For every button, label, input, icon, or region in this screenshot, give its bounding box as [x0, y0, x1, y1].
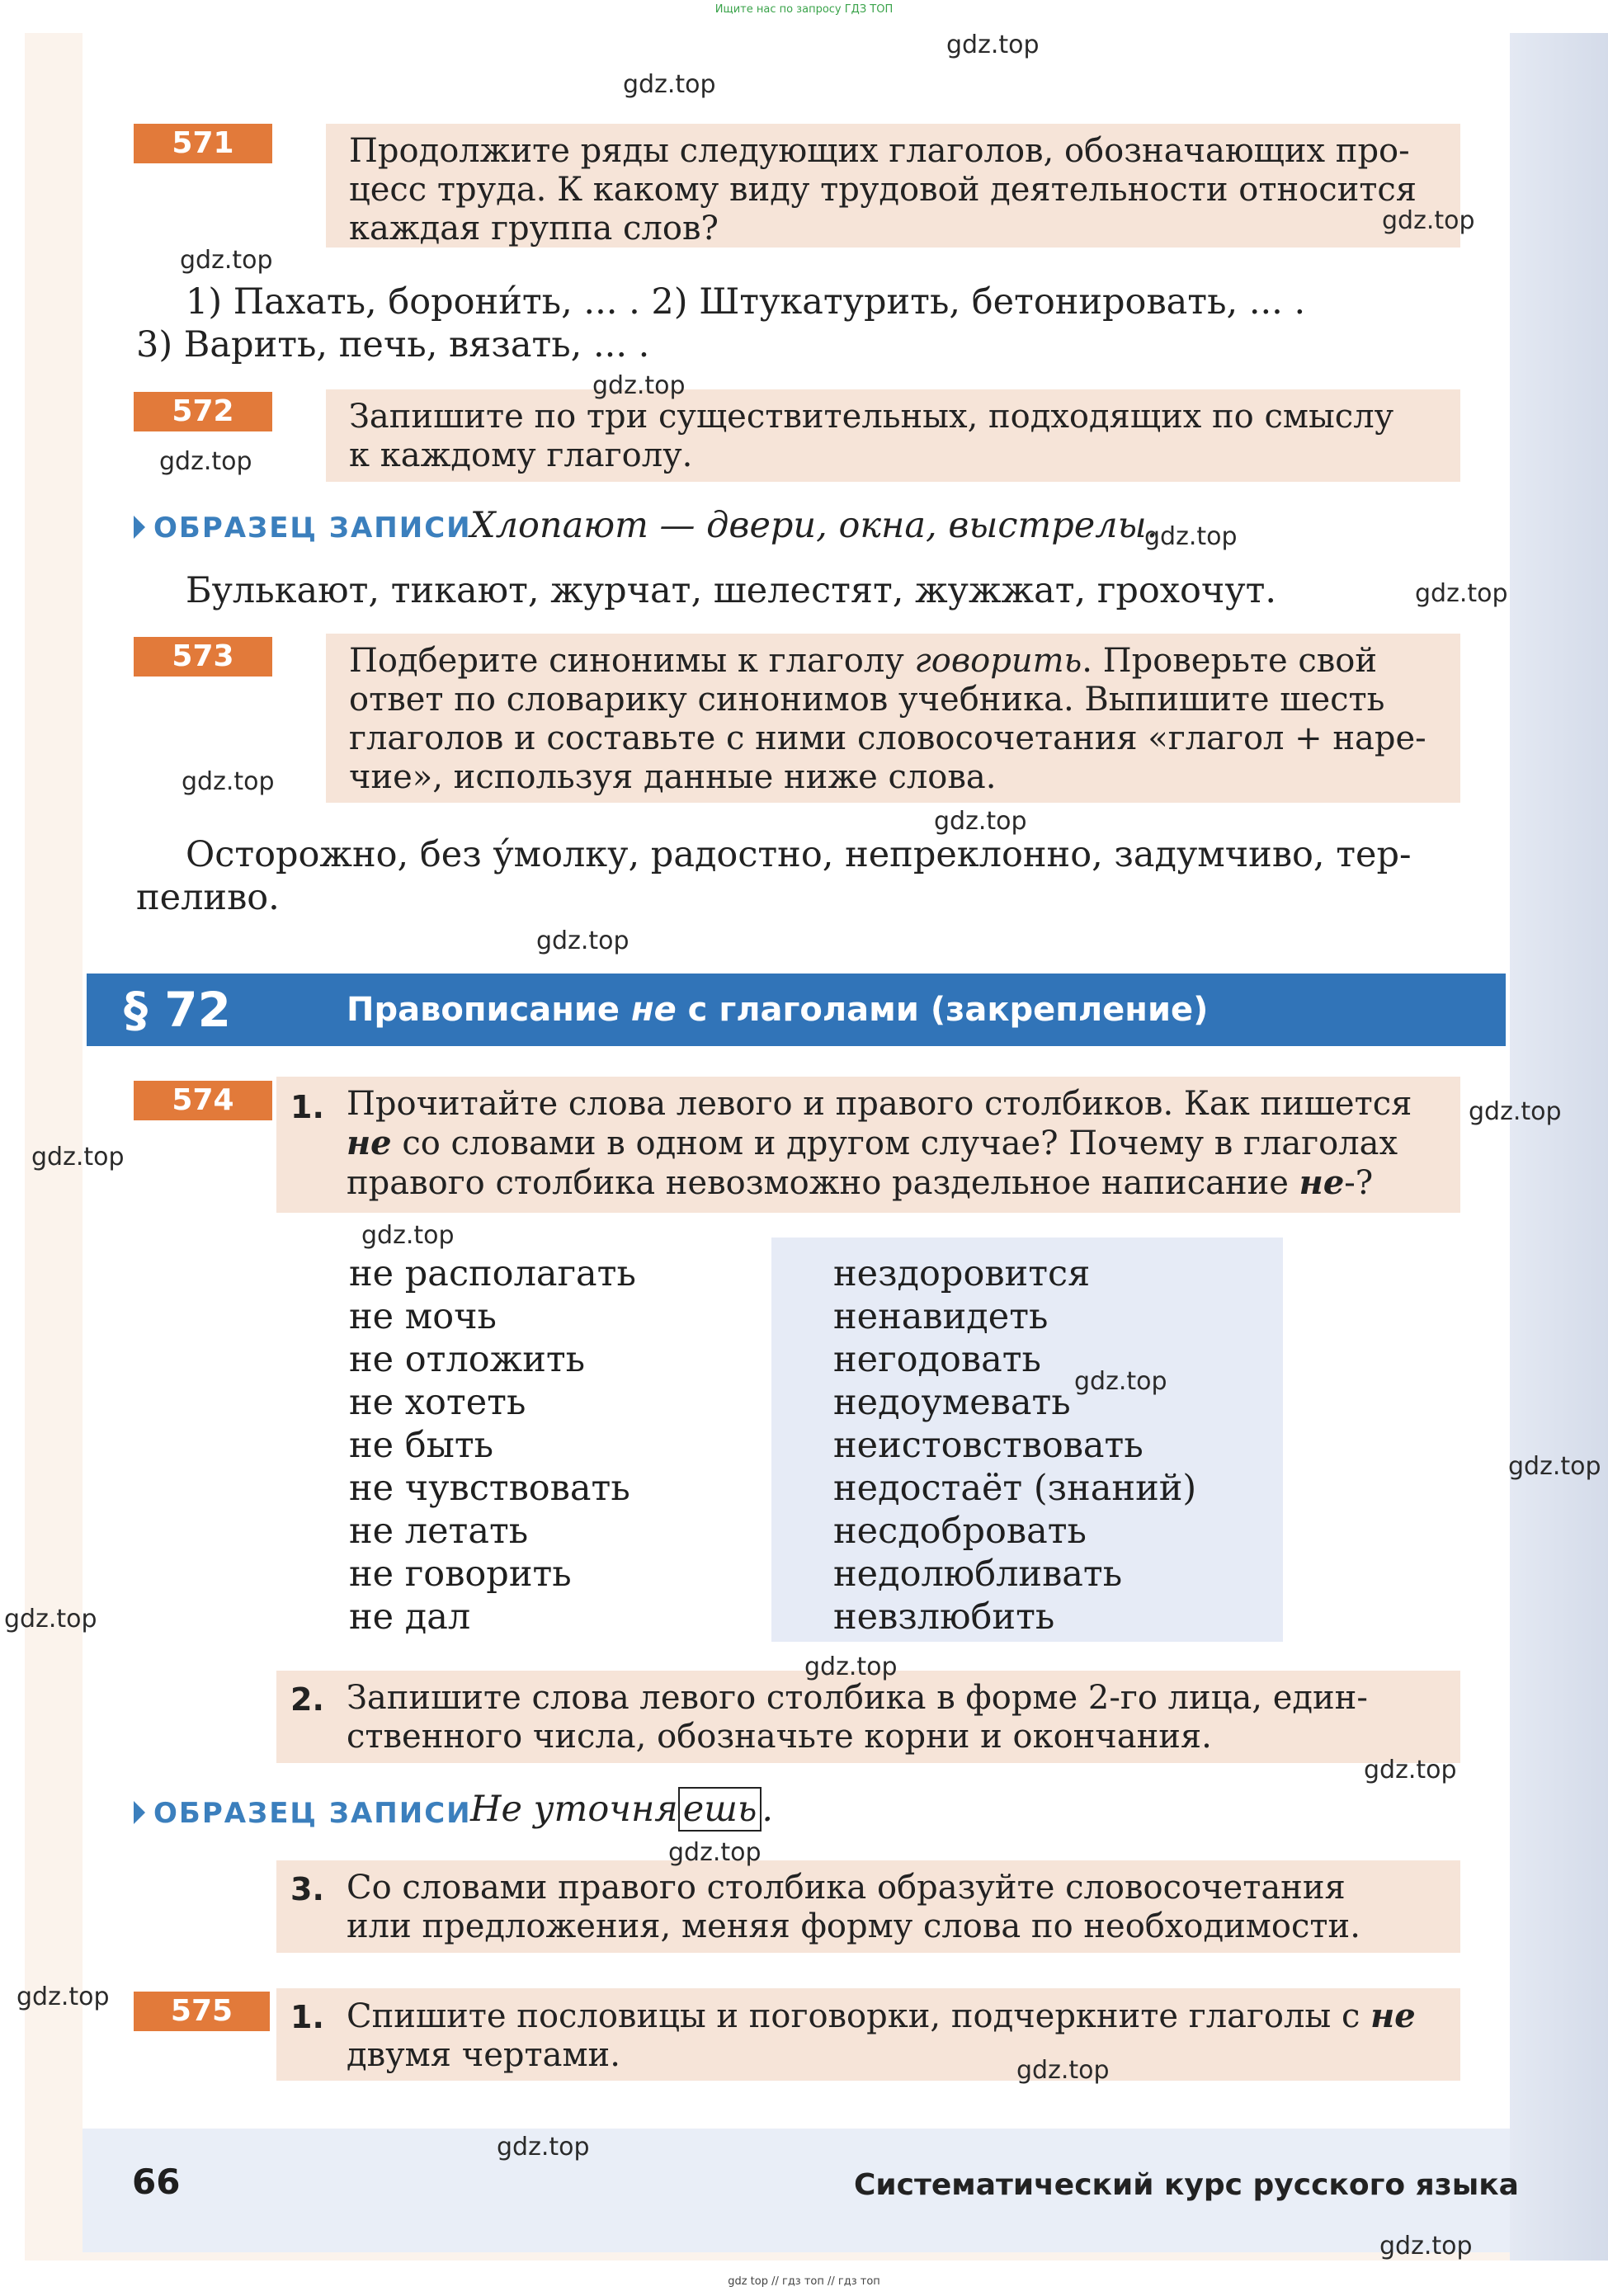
task-573	[326, 634, 1460, 803]
task-571	[326, 124, 1460, 248]
watermark: gdz.top	[804, 1652, 898, 1681]
task-line: Продолжите ряды следующих глаголов, обозначающих про-	[349, 132, 1410, 170]
watermark: gdz.top	[1364, 1756, 1457, 1784]
watermark: gdz.top	[182, 767, 275, 796]
watermark: gdz.top	[1469, 1097, 1562, 1126]
watermark: gdz.top	[946, 31, 1040, 59]
exercise-number-571: 571	[134, 124, 272, 163]
sample-text-572: Хлопают — двери, окна, выстрелы.	[470, 505, 1158, 546]
task-line: правого столбика невозможно раздельное написание не-?	[347, 1163, 1374, 1202]
watermark: gdz.top	[31, 1143, 125, 1172]
section-number: § 72	[124, 982, 231, 1038]
exercise-573-words-line-1: Осторожно, без у́молку, радостно, непреклонно, задумчиво, тер-	[186, 834, 1412, 875]
left-word: не располагать	[349, 1253, 636, 1294]
task-line: Спишите пословицы и поговорки, подчеркните глаголы с не	[347, 1997, 1416, 2035]
task-line: не со словами в одном и другом случае? Почему в глаголах	[347, 1124, 1398, 1162]
task-line: или предложения, меняя форму слова по необходимости.	[347, 1907, 1360, 1945]
task-572	[326, 389, 1460, 482]
left-word-column	[349, 1252, 636, 1638]
exercise-number-574: 574	[134, 1081, 272, 1120]
left-word: не отложить	[349, 1339, 586, 1380]
watermark: gdz.top	[1074, 1367, 1167, 1396]
exercise-571-words-line-2: 3) Варить, печь, вязать, ... .	[136, 324, 650, 365]
watermark: gdz.top	[1144, 522, 1238, 551]
left-word: не дал	[349, 1596, 471, 1638]
exercise-572-words: Булькают, тикают, журчат, шелестят, жужжат, грохочут.	[186, 570, 1277, 611]
watermark: gdz.top	[1382, 206, 1475, 235]
ending-box: ешь	[678, 1787, 762, 1832]
watermark: gdz.top	[592, 371, 686, 400]
right-word: негодовать	[833, 1339, 1041, 1380]
task-line: цесс труда. К какому виду трудовой деятельности относится	[349, 171, 1417, 209]
task-line: Подберите синонимы к глаголу говорить. Проверьте свой	[349, 642, 1378, 680]
watermark: gdz.top	[934, 807, 1027, 836]
right-word-column	[833, 1252, 1196, 1638]
part-number: 3.	[290, 1871, 324, 1907]
left-word: не быть	[349, 1425, 494, 1466]
watermark: gdz.top	[536, 926, 630, 955]
watermark: gdz.top	[4, 1605, 97, 1634]
watermark: gdz.top	[159, 447, 252, 476]
watermark: gdz.top	[623, 70, 716, 99]
play-arrow-icon	[134, 1801, 145, 1824]
watermark: gdz.top	[17, 1982, 110, 2011]
exercise-571-words-line-1: 1) Пахать, борони́ть, ... . 2) Штукатурить, бетонировать, ... .	[186, 281, 1306, 323]
left-word: не чувствовать	[349, 1468, 630, 1509]
left-word: не летать	[349, 1511, 529, 1552]
task-line: каждая группа слов?	[349, 210, 719, 248]
task-line: Со словами правого столбика образуйте словосочетания	[347, 1869, 1346, 1907]
task-line: ственного числа, обозначьте корни и окончания.	[347, 1718, 1212, 1756]
right-word: ненавидеть	[833, 1296, 1049, 1337]
watermark: gdz.top	[1508, 1452, 1601, 1481]
left-word: не говорить	[349, 1553, 572, 1595]
exercise-573-words-line-2: пеливо.	[136, 877, 280, 918]
left-word: не мочь	[349, 1296, 497, 1337]
page-number: 66	[132, 2162, 181, 2202]
task-line: глаголов и составьте с ними словосочетания «глагол + наре-	[349, 719, 1426, 757]
exercise-number-572: 572	[134, 392, 272, 431]
play-arrow-icon	[134, 516, 145, 539]
watermark: gdz.top	[668, 1838, 762, 1867]
task-line: чие», используя данные ниже слова.	[349, 758, 997, 796]
exercise-number-573: 573	[134, 637, 272, 677]
right-word: недостаёт (знаний)	[833, 1468, 1197, 1509]
exercise-number-575: 575	[134, 1992, 270, 2031]
task-575-part-1	[276, 1988, 1460, 2081]
footer-watermark: gdz top // гдз топ // гдз топ	[728, 2275, 880, 2288]
task-line: ответ по словарику синонимов учебника. Выпишите шесть	[349, 681, 1385, 719]
task-574-part-2	[276, 1671, 1460, 1763]
right-word: недолюбливать	[833, 1553, 1123, 1595]
sample-text-574: Не уточня ешь .	[470, 1789, 774, 1830]
watermark: gdz.top	[497, 2133, 590, 2162]
watermark: gdz.top	[1016, 2056, 1110, 2085]
task-line: Запишите слова левого столбика в форме 2-го лица, един-	[347, 1679, 1368, 1717]
watermark: gdz.top	[1415, 579, 1508, 608]
watermark: gdz.top	[361, 1221, 455, 1250]
left-word: не хотеть	[349, 1382, 526, 1423]
section-title: Правописание не с глаголами (закрепление)	[347, 991, 1209, 1029]
right-word: невзлюбить	[833, 1596, 1055, 1638]
right-word: несдобровать	[833, 1511, 1087, 1552]
task-line: Прочитайте слова левого и правого столбиков. Как пишется	[347, 1085, 1412, 1123]
watermark: gdz.top	[1379, 2232, 1473, 2261]
part-number: 1.	[290, 1089, 324, 1125]
right-word: неистовствовать	[833, 1425, 1144, 1466]
page-spine-shadow	[1510, 33, 1608, 2261]
part-number: 1.	[290, 1999, 324, 2035]
sample-label-574: ОБРАЗЕЦ ЗАПИСИ	[134, 1797, 472, 1830]
task-line: Запишите по три существительных, подходящих по смыслу	[349, 398, 1394, 436]
part-number: 2.	[290, 1681, 324, 1718]
task-line: к каждому глаголу.	[349, 436, 693, 474]
task-574-part-3	[276, 1860, 1460, 1953]
right-word: нездоровится	[833, 1253, 1091, 1294]
header-watermark: Ищите нас по запросу ГДЗ ТОП	[714, 3, 894, 16]
task-line: двумя чертами.	[347, 2036, 620, 2074]
watermark: gdz.top	[180, 246, 273, 275]
sample-label-572: ОБРАЗЕЦ ЗАПИСИ	[134, 512, 472, 545]
task-574-part-1	[276, 1077, 1460, 1213]
right-word: недоумевать	[833, 1382, 1071, 1423]
book-title: Систематический курс русского языка	[854, 2168, 1519, 2202]
